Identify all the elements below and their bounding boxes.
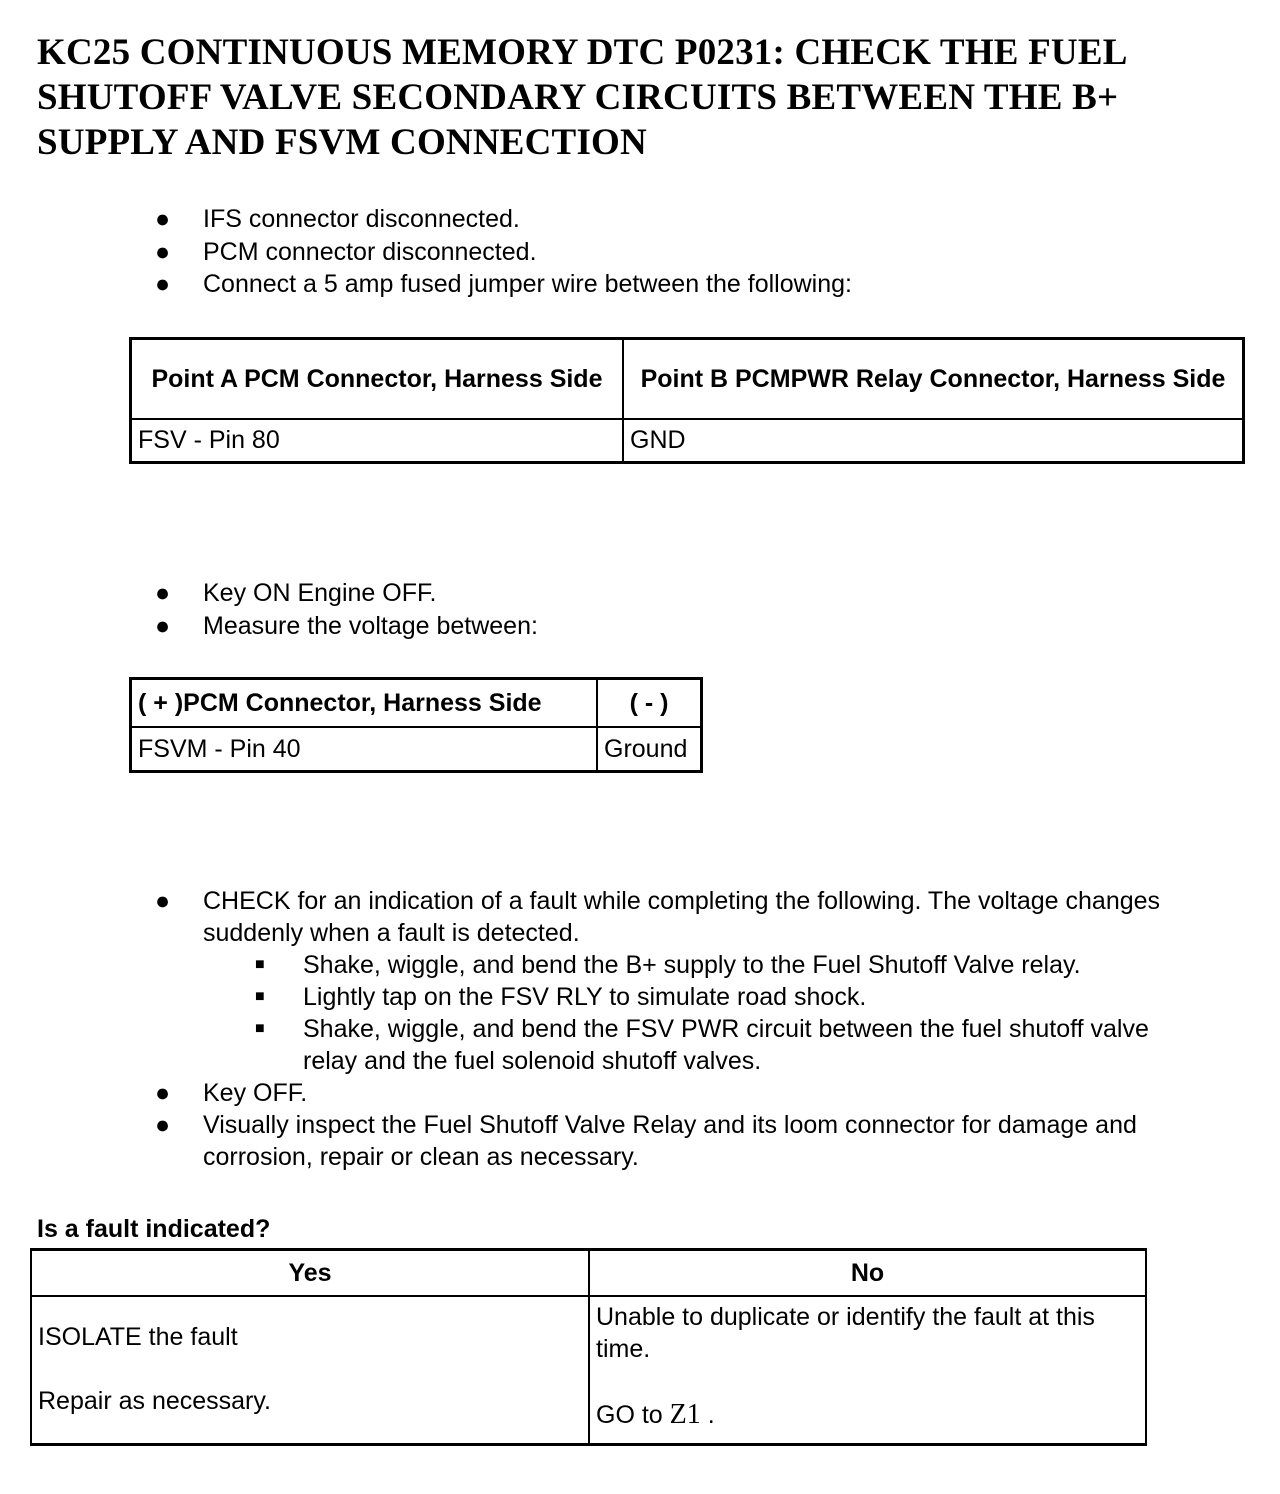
table-cell: GND	[623, 419, 1244, 463]
step-text: Shake, wiggle, and bend the B+ supply to the Fuel Shutoff Valve relay.	[303, 951, 1081, 979]
table-header: ( - )	[597, 679, 702, 727]
table-header: Point B PCMPWR Relay Connector, Harness Side	[623, 339, 1244, 419]
bullet-icon: ●	[155, 611, 171, 640]
result-table	[30, 1248, 1147, 1446]
step-text: Lightly tap on the FSV RLY to simulate road shock.	[303, 983, 867, 1011]
bullet-icon: ●	[155, 205, 171, 233]
table-header-no: No	[589, 1250, 1146, 1296]
list-item	[0, 610, 1203, 643]
step-text: Measure the voltage between:	[203, 611, 538, 640]
list-item	[0, 236, 1203, 269]
no-cell	[589, 1296, 1146, 1445]
yes-cell	[31, 1296, 589, 1445]
bullet-icon: ●	[155, 1111, 171, 1139]
voltage-table	[129, 677, 703, 773]
bullet-icon: ●	[155, 1079, 171, 1107]
table-header-yes: Yes	[31, 1250, 589, 1296]
step-text: CHECK for an indication of a fault while completing the following. The voltage changes suddenly when a fault is detected.	[203, 887, 1161, 947]
step-text: Visually inspect the Fuel Shutoff Valve Relay and its loom connector for damage and corrosion, repair or clean as necessary.	[203, 1111, 1137, 1171]
step-text: PCM connector disconnected.	[203, 237, 537, 266]
jumper-table	[129, 337, 1245, 464]
step-text: Connect a 5 amp fused jumper wire between the following:	[203, 270, 852, 298]
no-text: Unable to duplicate or identify the fault at this time.	[596, 1302, 1095, 1363]
step-text: Key OFF.	[203, 1079, 308, 1107]
table-header: Point A PCM Connector, Harness Side	[131, 339, 624, 419]
question-heading: Is a fault indicated?	[37, 1215, 271, 1243]
square-bullet-icon: ■	[255, 956, 265, 973]
go-to-z1-link[interactable]: Z1	[669, 1398, 701, 1430]
table-cell: Ground	[597, 727, 702, 772]
sub-steps	[0, 949, 1203, 1077]
no-go-text: GO to	[596, 1400, 663, 1429]
step-text: Shake, wiggle, and bend the FSV PWR circuit between the fuel shutoff valve relay and the fuel solenoid shutoff valves.	[303, 1015, 1149, 1075]
page-title: KC25 CONTINUOUS MEMORY DTC P0231: CHECK THE FUEL SHUTOFF VALVE SECONDARY CIRCUITS BETWEEN THE B+ SUPPLY AND FSVM CONNECTION	[37, 32, 1126, 163]
yes-text: Repair as necessary.	[38, 1386, 271, 1415]
no-go-end: .	[707, 1400, 715, 1429]
list-item	[0, 577, 1203, 610]
setup-steps	[0, 203, 1203, 301]
square-bullet-icon: ■	[255, 1020, 265, 1037]
sub-list-item	[0, 1013, 1183, 1077]
bullet-icon: ●	[155, 887, 171, 915]
sub-list-item	[0, 981, 1183, 1013]
list-item	[0, 268, 1203, 301]
check-steps	[0, 885, 1203, 1173]
table-header: ( + )PCM Connector, Harness Side	[131, 679, 598, 727]
measure-steps	[0, 577, 1203, 642]
square-bullet-icon: ■	[255, 988, 265, 1005]
yes-text: ISOLATE the fault	[38, 1322, 238, 1351]
list-item	[0, 1077, 1203, 1109]
bullet-icon: ●	[155, 237, 171, 266]
step-text: IFS connector disconnected.	[203, 205, 520, 233]
table-cell: FSV - Pin 80	[131, 419, 624, 463]
sub-list-item	[0, 949, 1183, 981]
bullet-icon: ●	[155, 579, 171, 607]
list-item	[0, 203, 1203, 236]
table-cell: FSVM - Pin 40	[131, 727, 598, 772]
bullet-icon: ●	[155, 270, 171, 298]
step-text: Key ON Engine OFF.	[203, 579, 437, 607]
list-item	[0, 1109, 1203, 1173]
list-item	[0, 885, 1203, 1077]
